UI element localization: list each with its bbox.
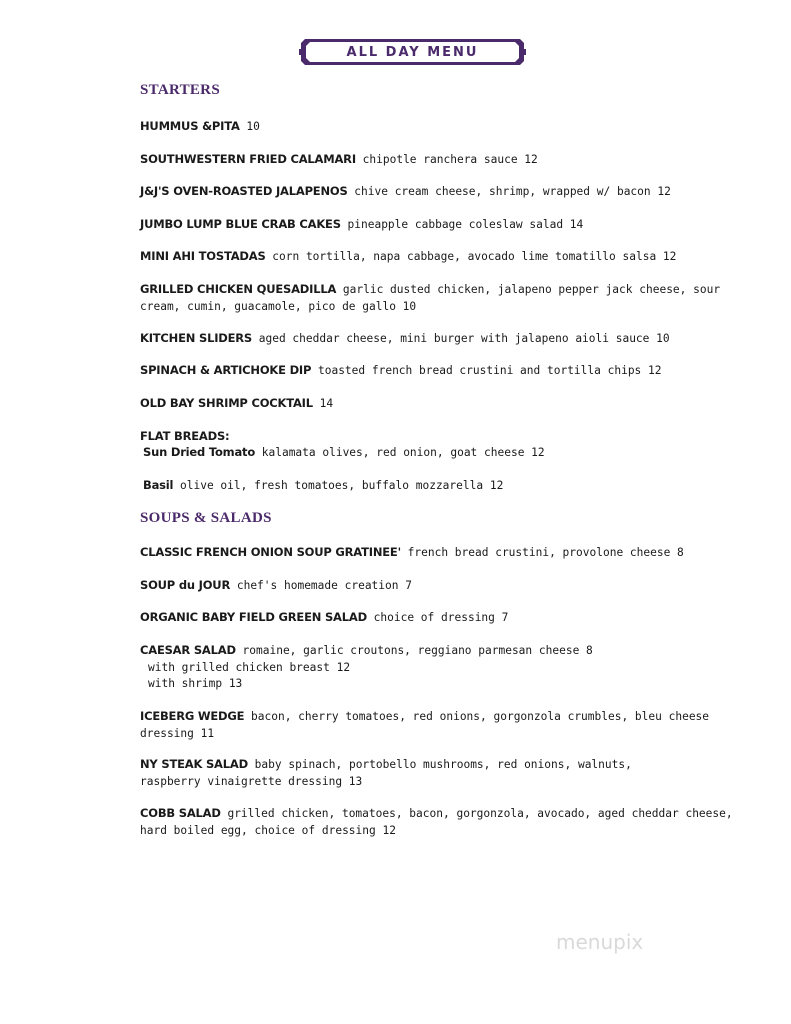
- menu-item: [140, 756, 730, 790]
- item-name: ICEBERG WEDGE: [140, 709, 245, 723]
- item-desc: garlic dusted chicken, jalapeno pepper jack cheese, sour: [336, 283, 721, 296]
- item-name: Basil: [143, 478, 174, 492]
- item-addon: with shrimp 13: [148, 677, 243, 690]
- menu-item: [140, 330, 730, 348]
- item-desc: french bread crustini, provolone cheese 8: [400, 546, 684, 559]
- menu-item: [140, 577, 730, 595]
- item-desc: 10: [239, 120, 260, 133]
- menu-item: [140, 183, 730, 201]
- item-desc: baby spinach, portobello mushrooms, red onions, walnuts,: [247, 758, 632, 771]
- item-name: HUMMUS &PITA: [140, 119, 240, 133]
- item-desc: bacon, cherry tomatoes, red onions, gorgonzola crumbles, bleu cheese: [244, 710, 710, 723]
- item-desc-cont: hard boiled egg, choice of dressing 12: [140, 823, 396, 837]
- item-name: J&J'S OVEN-ROASTED JALAPENOS: [140, 184, 348, 198]
- item-name: CAESAR SALAD: [140, 643, 236, 657]
- menu-item: [140, 395, 730, 413]
- item-name: ORGANIC BABY FIELD GREEN SALAD: [140, 610, 367, 624]
- section-title-soups-salads: SOUPS & SALADS: [140, 510, 272, 526]
- item-desc: chive cream cheese, shrimp, wrapped w/ bacon 12: [347, 185, 671, 198]
- item-desc: aged cheddar cheese, mini burger with jalapeno aioli sauce 10: [252, 332, 670, 345]
- menu-item: [140, 118, 730, 136]
- item-name: GRILLED CHICKEN QUESADILLA: [140, 282, 337, 296]
- menu-item: [140, 151, 730, 169]
- item-name: FLAT BREADS:: [140, 429, 230, 443]
- item-name: COBB SALAD: [140, 806, 221, 820]
- menu-title-banner: [299, 37, 526, 67]
- menu-item: [140, 362, 730, 380]
- item-desc-cont: dressing 11: [140, 726, 215, 740]
- item-name: SOUP du JOUR: [140, 578, 231, 592]
- menu-item: [140, 281, 730, 315]
- item-desc: pineapple cabbage coleslaw salad 14: [340, 218, 584, 231]
- flatbread-option: [143, 444, 733, 462]
- item-desc: corn tortilla, napa cabbage, avocado lime tomatillo salsa 12: [265, 250, 677, 263]
- menu-item: [140, 708, 730, 742]
- menu-title: ALL DAY MENU: [346, 44, 479, 60]
- watermark-logo: menupix: [556, 930, 644, 954]
- menu-item: [140, 642, 730, 693]
- item-desc: toasted french bread crustini and tortilla chips 12: [311, 364, 662, 377]
- item-name: MINI AHI TOSTADAS: [140, 249, 266, 263]
- item-name: Sun Dried Tomato: [143, 445, 256, 459]
- flatbread-option: [143, 477, 733, 495]
- item-desc: 14: [312, 397, 334, 410]
- item-name: SPINACH & ARTICHOKE DIP: [140, 363, 312, 377]
- item-desc: olive oil, fresh tomatoes, buffalo mozzarella 12: [173, 479, 504, 492]
- item-desc: kalamata olives, red onion, goat cheese 12: [255, 446, 545, 459]
- item-name: JUMBO LUMP BLUE CRAB CAKES: [140, 217, 341, 231]
- menu-item: [140, 216, 730, 234]
- item-desc: choice of dressing 7: [366, 611, 509, 624]
- item-desc: romaine, garlic croutons, reggiano parmesan cheese 8: [235, 644, 593, 657]
- item-name: OLD BAY SHRIMP COCKTAIL: [140, 396, 313, 410]
- item-name: CLASSIC FRENCH ONION SOUP GRATINEE': [140, 545, 401, 559]
- menu-item: [140, 248, 730, 266]
- flatbreads-heading: [140, 428, 730, 446]
- item-desc: chef's homemade creation 7: [230, 579, 412, 592]
- item-desc-cont: raspberry vinaigrette dressing 13: [140, 774, 363, 788]
- menu-item: [140, 609, 730, 627]
- item-desc-cont: cream, cumin, guacamole, pico de gallo 10: [140, 299, 417, 313]
- menu-item: [140, 544, 730, 562]
- section-title-starters: STARTERS: [140, 82, 220, 98]
- item-desc: chipotle ranchera sauce 12: [355, 153, 538, 166]
- item-name: NY STEAK SALAD: [140, 757, 248, 771]
- item-addon: with grilled chicken breast 12: [148, 660, 351, 674]
- item-desc: grilled chicken, tomatoes, bacon, gorgonzola, avocado, aged cheddar cheese,: [220, 807, 733, 820]
- menu-item: [140, 805, 733, 839]
- item-name: KITCHEN SLIDERS: [140, 331, 253, 345]
- item-name: SOUTHWESTERN FRIED CALAMARI: [140, 152, 356, 166]
